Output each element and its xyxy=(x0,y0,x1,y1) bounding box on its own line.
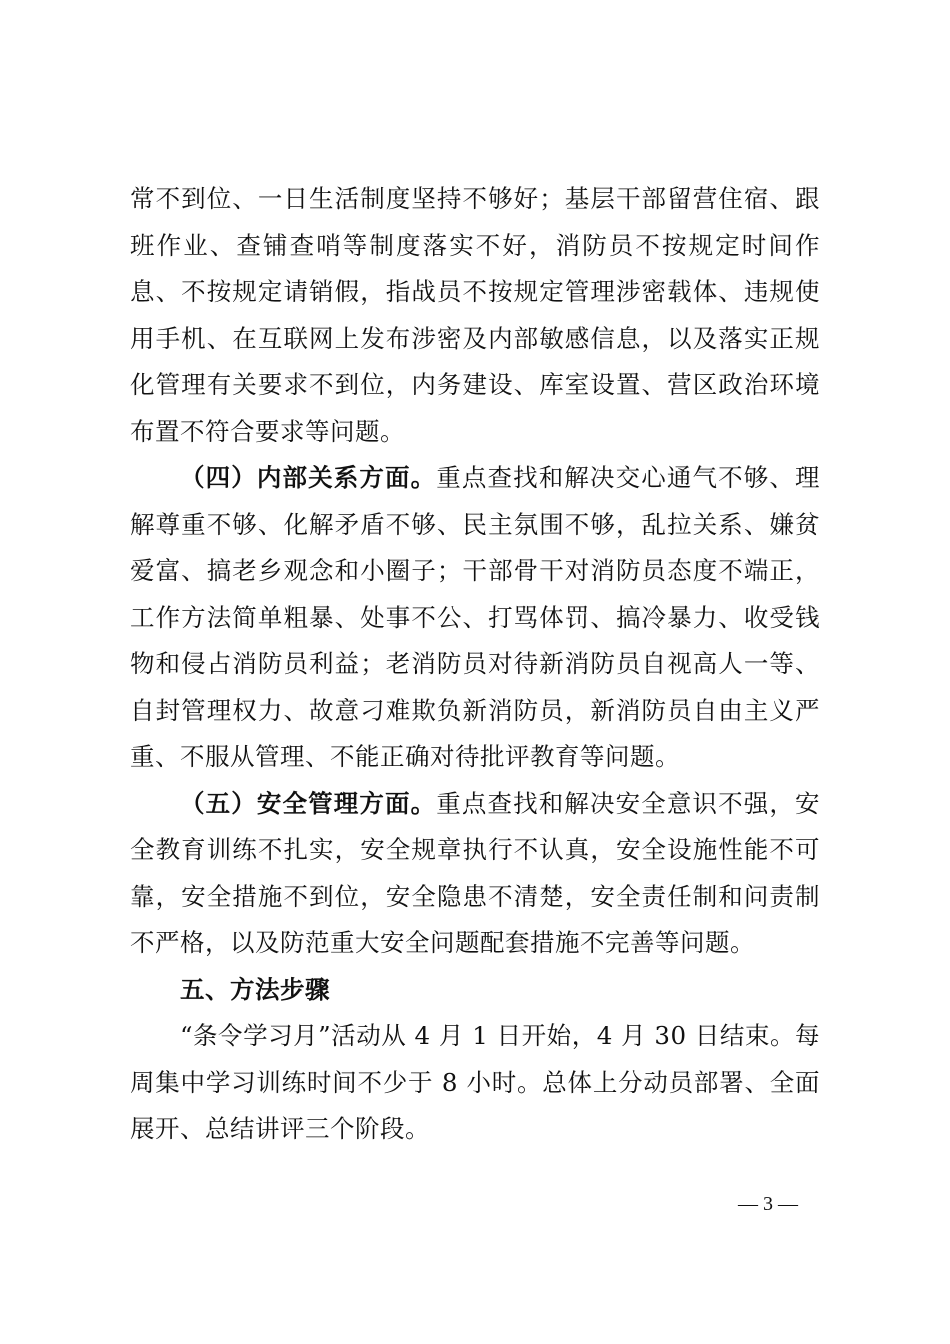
heading-safety-management: （五）安全管理方面。 xyxy=(180,788,437,818)
paragraph-internal-relations xyxy=(130,455,820,781)
paragraph-1: 常不到位、一日生活制度坚持不够好；基层干部留营住宿、跟班作业、查铺查哨等制度落实不好，消防员不按规定时间作息、不按规定请销假，指战员不按规定管理涉密载体、违规使用手机、在互联网上发布涉密及内部敏感信息，以及落实正规化管理有关要求不到位，内务建设、库室设置、营区政治环境布置不符合要求等问题。 xyxy=(130,184,820,446)
section-heading-methods: 五、方法步骤 xyxy=(180,974,330,1004)
paragraph-internal-relations-body: 重点查找和解决交心通气不够、理解尊重不够、化解矛盾不够、民主氛围不够，乱拉关系、嫌贫爱富、搞老乡观念和小圈子；干部骨干对消防员态度不端正，工作方法简单粗暴、处事不公、打骂体罚、搞冷暴力、收受钱物和侵占消防员利益；老消防员对待新消防员自视高人一等、自封管理权力、故意刁难欺负新消防员，新消防员自由主义严重、不服从管理、不能正确对待批评教育等问题。 xyxy=(130,463,820,771)
page-number: — 3 — xyxy=(738,1193,798,1215)
paragraph-safety-management xyxy=(130,781,820,967)
paragraph-methods: “条令学习月”活动从 4 月 1 日开始，4 月 30 日结束。每周集中学习训练时间不少于 8 小时。总体上分动员部署、全面展开、总结讲评三个阶段。 xyxy=(130,1021,820,1143)
document-body xyxy=(130,176,820,1153)
heading-internal-relations: （四）内部关系方面。 xyxy=(180,463,437,492)
paragraph-safety-management-body: 重点查找和解决安全意识不强，安全教育训练不扎实，安全规章执行不认真，安全设施性能不可靠，安全措施不到位，安全隐患不清楚，安全责任制和问责制不严格，以及防范重大安全问题配套措施不完善等问题。 xyxy=(130,788,820,957)
